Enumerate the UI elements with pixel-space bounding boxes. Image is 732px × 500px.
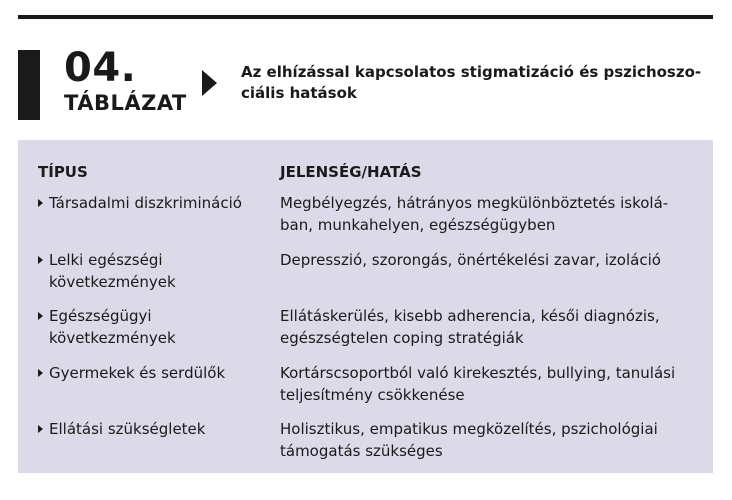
type-label-line: Lelki egészségi bbox=[49, 251, 163, 269]
effect-cell: Depresszió, szorongás, önértékelési zavar, izoláció bbox=[280, 251, 661, 269]
table-label: TÁBLÁZAT bbox=[64, 91, 187, 115]
effect-cell bbox=[280, 418, 695, 462]
effect-line: Ellátáskerülés, kisebb adherencia, késői diagnózis, bbox=[280, 307, 660, 325]
type-cell bbox=[38, 362, 268, 384]
caption-line-1: Az elhízással kapcsolatos stigmatizáció és pszichoszo- bbox=[241, 63, 702, 81]
effect-line: egészségtelen coping stratégiák bbox=[280, 329, 524, 347]
caption-arrow-icon bbox=[202, 70, 217, 96]
table-number: 04. bbox=[64, 45, 137, 91]
caption-line-2: ciális hatások bbox=[241, 84, 357, 102]
effect-cell bbox=[280, 305, 695, 349]
type-cell bbox=[38, 305, 268, 349]
effect-line: Holisztikus, empatikus megközelítés, pszichológiai bbox=[280, 420, 658, 438]
bullet-triangle-icon bbox=[38, 312, 43, 320]
effect-line: Kortárscsoportból való kirekesztés, bullying, tanulási bbox=[280, 364, 676, 382]
bullet-triangle-icon bbox=[38, 369, 43, 377]
effect-line: Megbélyegzés, hátrányos megkülönböztetés iskolá- bbox=[280, 194, 669, 212]
bullet-triangle-icon bbox=[38, 199, 43, 207]
effect-line: támogatás szükséges bbox=[280, 442, 443, 460]
bullet-triangle-icon bbox=[38, 256, 43, 264]
type-cell bbox=[38, 249, 268, 293]
table-number-bar bbox=[18, 50, 40, 120]
effect-cell bbox=[280, 362, 695, 406]
effect-cell bbox=[280, 192, 695, 236]
table-caption bbox=[241, 62, 711, 104]
type-label-line: Egészségügyi bbox=[49, 307, 152, 325]
column-header-effect: JELENSÉG/HATÁS bbox=[280, 163, 422, 181]
top-rule bbox=[18, 15, 713, 19]
column-header-type: TÍPUS bbox=[38, 163, 88, 181]
bullet-triangle-icon bbox=[38, 425, 43, 433]
effect-line: ban, munkahelyen, egészségügyben bbox=[280, 216, 556, 234]
type-cell bbox=[38, 418, 268, 440]
type-label: Ellátási szükségletek bbox=[49, 420, 206, 438]
type-label: Gyermekek és serdülők bbox=[49, 364, 226, 382]
type-cell bbox=[38, 192, 268, 214]
type-label-line: következmények bbox=[49, 329, 176, 347]
effect-line: teljesítmény csökkenése bbox=[280, 386, 465, 404]
type-label: Társadalmi diszkrimináció bbox=[49, 194, 242, 212]
type-label-line: következmények bbox=[49, 273, 176, 291]
